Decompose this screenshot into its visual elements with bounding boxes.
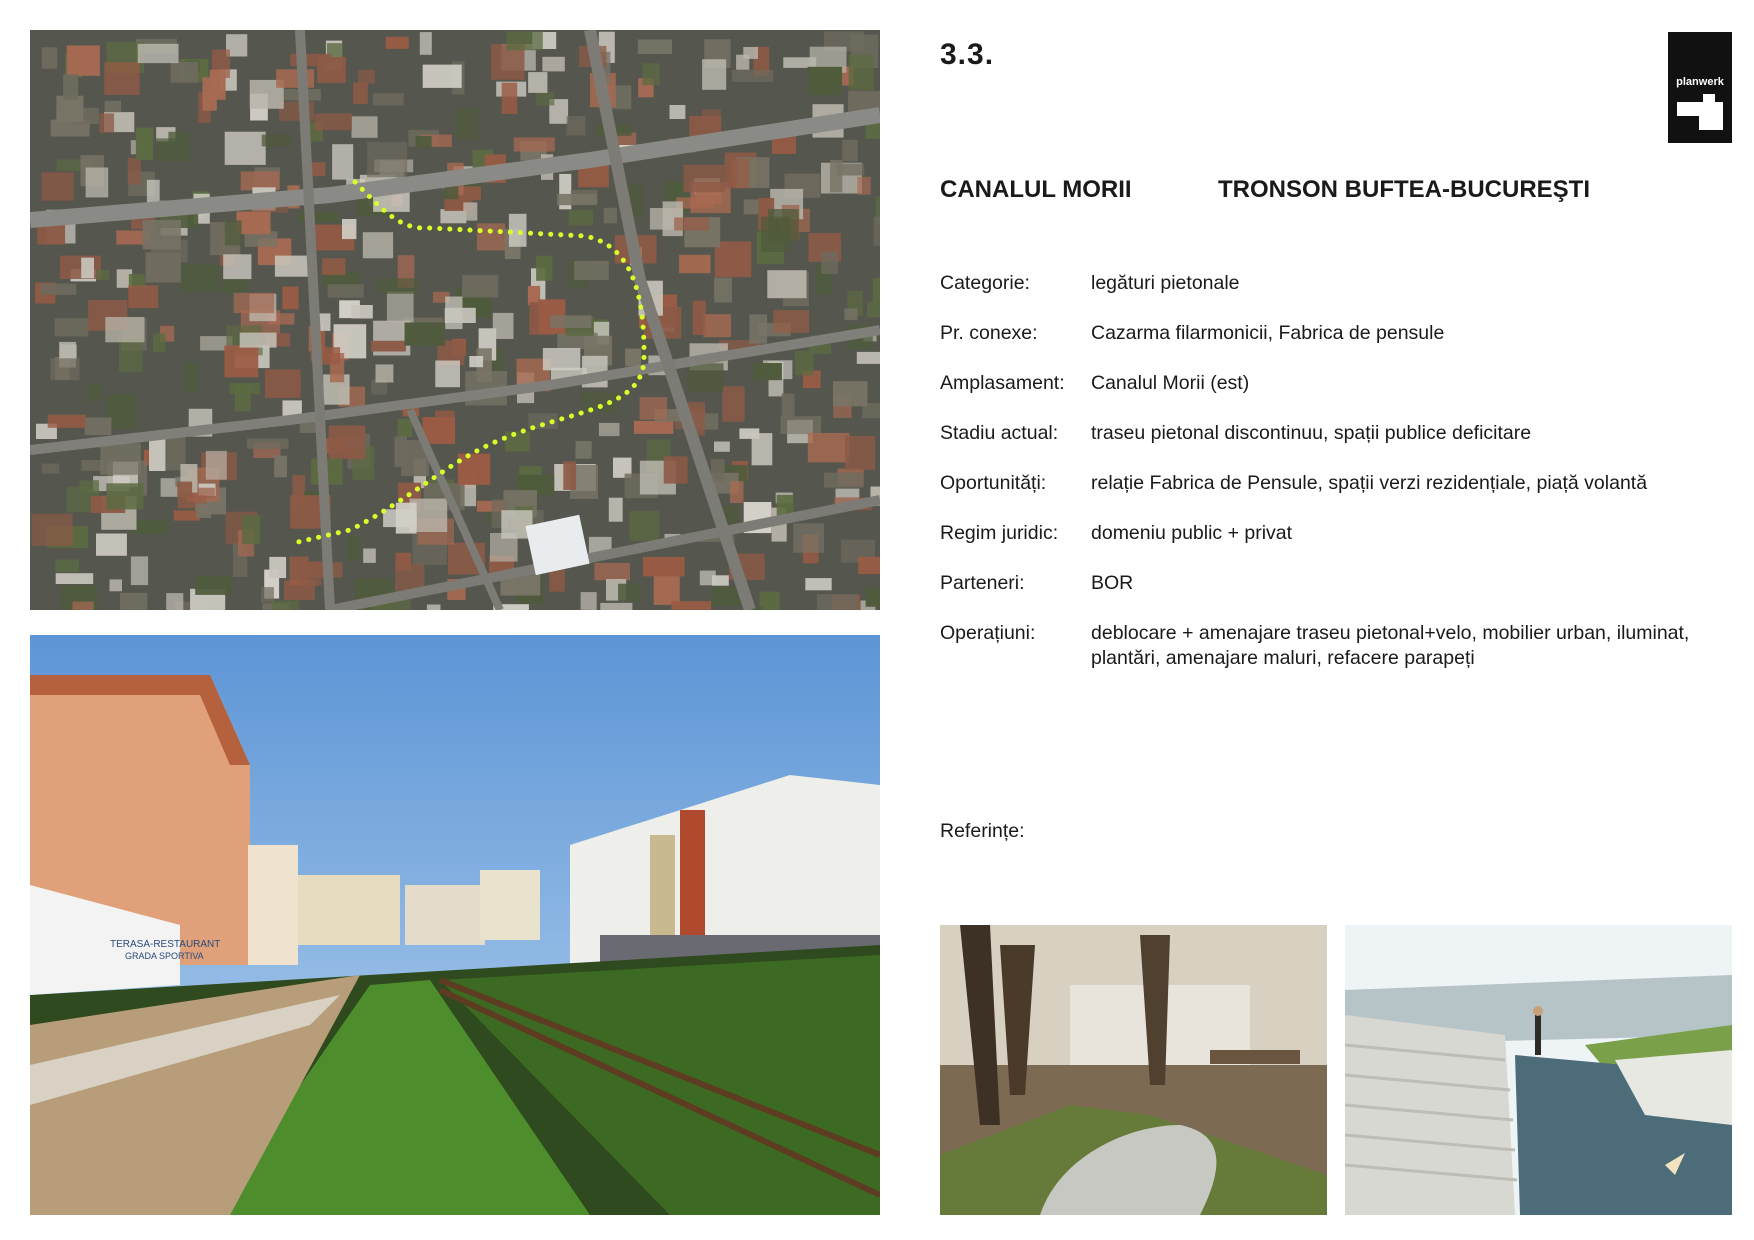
info-value: relație Fabrica de Pensule, spații verzi rezidențiale, piață volantă <box>1091 472 1648 494</box>
reference-photo-park-creek <box>940 925 1327 1215</box>
info-label: Oportunități: <box>940 472 1047 494</box>
info-value: BOR <box>1091 572 1134 594</box>
info-value: Cazarma filarmonicii, Fabrica de pensule <box>1091 322 1445 344</box>
logo-text: planwerk <box>1676 76 1724 88</box>
section-number: 3.3. <box>940 38 995 71</box>
info-label: Categorie: <box>940 272 1030 294</box>
info-label: Operațiuni: <box>940 622 1036 644</box>
info-label: Pr. conexe: <box>940 322 1038 344</box>
references-label: Referințe: <box>940 820 1025 842</box>
canal-photo <box>30 635 880 1215</box>
info-value: Canalul Morii (est) <box>1091 372 1250 394</box>
title-canalul-morii: CANALUL MORII <box>940 176 1132 203</box>
title-tronson: TRONSON BUFTEA-BUCUREŞTI <box>1218 176 1590 203</box>
info-label: Stadiu actual: <box>940 422 1059 444</box>
info-value: domeniu public + privat <box>1091 522 1293 544</box>
info-value: traseu pietonal discontinuu, spații publice deficitare <box>1091 422 1532 444</box>
logo-mark-icon <box>1677 94 1723 130</box>
restaurant-sign: TERASA-RESTAURANT <box>110 939 221 950</box>
sport-sign: GRADA SPORTIVA <box>125 951 204 961</box>
info-label: Parteneri: <box>940 572 1025 594</box>
aerial-map-image <box>30 30 880 610</box>
info-label: Regim juridic: <box>940 522 1059 544</box>
planwerk-logo <box>1668 32 1732 143</box>
reference-photo-canal-steps <box>1345 925 1732 1215</box>
info-value: legături pietonale <box>1091 272 1240 294</box>
info-label: Amplasament: <box>940 372 1065 394</box>
info-value: deblocare + amenajare traseu pietonal+velo, mobilier urban, iluminat, plantări, amenajare maluri, refacere parapeți <box>1091 622 1690 669</box>
